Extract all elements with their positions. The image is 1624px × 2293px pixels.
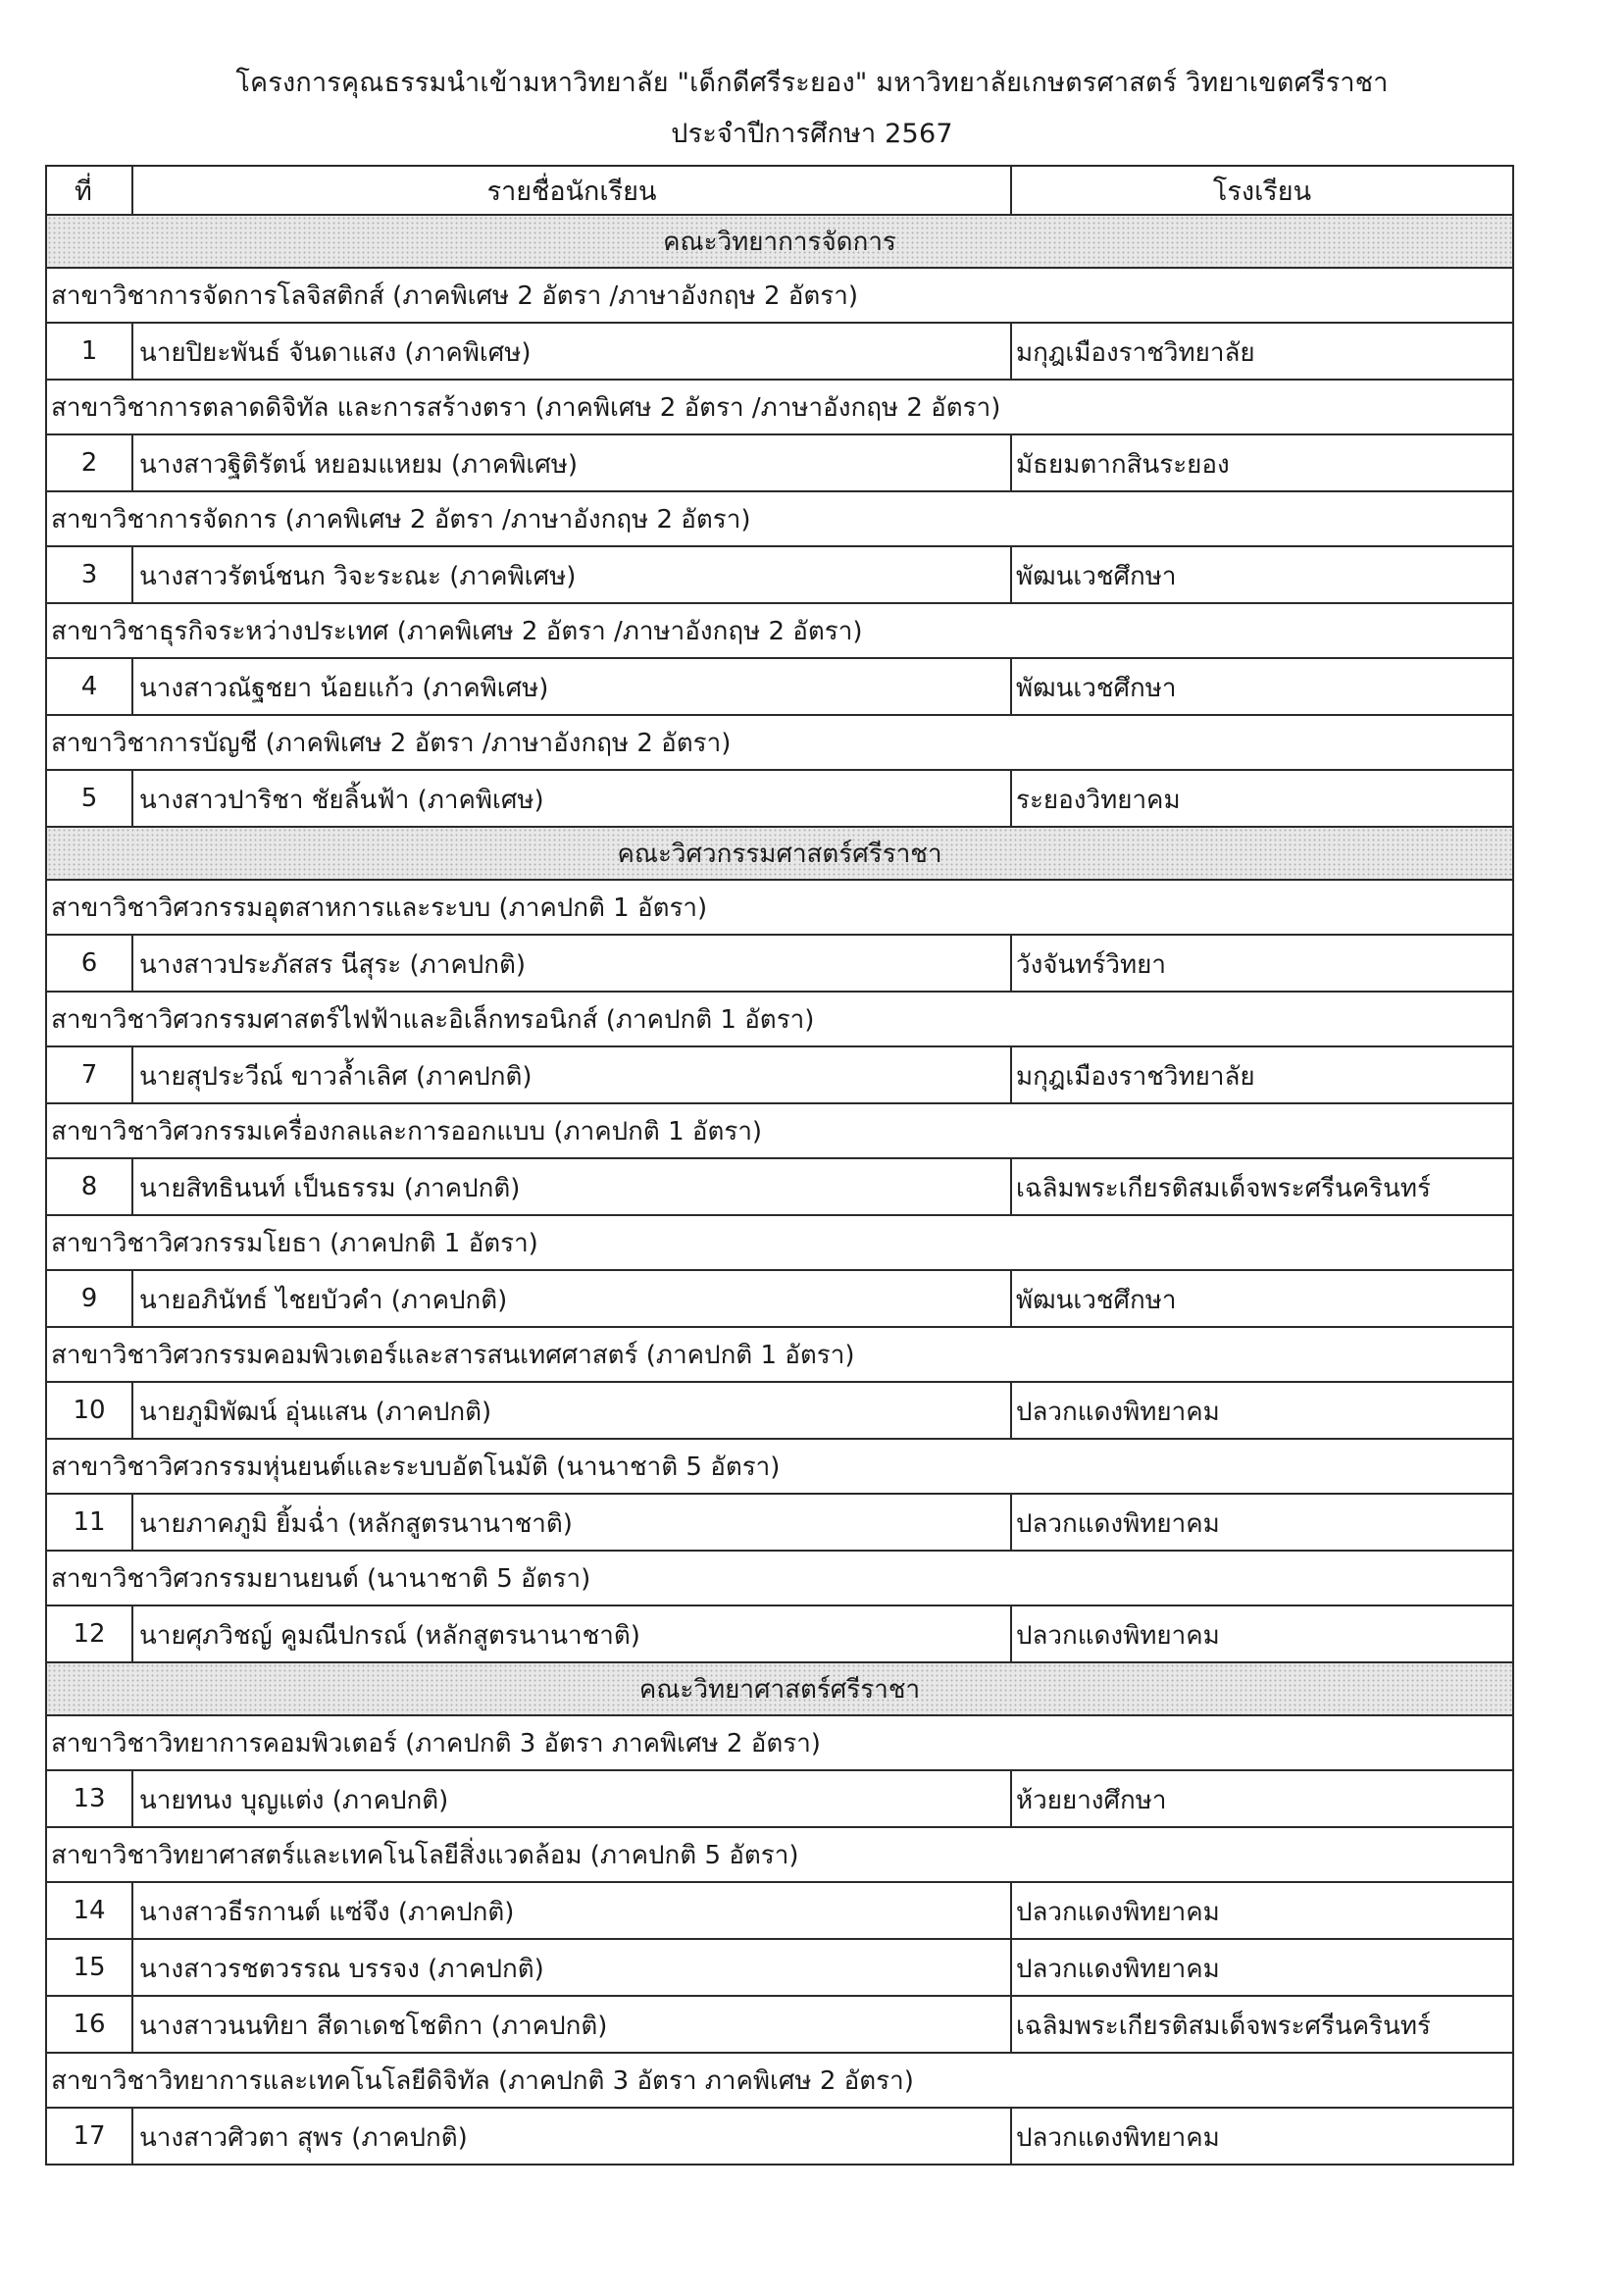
- student-number: 11: [46, 1494, 132, 1551]
- faculty-name: คณะวิศวกรรมศาสตร์ศรีราชา: [46, 827, 1513, 880]
- major-row: [46, 380, 1513, 434]
- student-name: นางสาวศิวตา สุพร (ภาคปกติ): [132, 2108, 1011, 2165]
- major-row: [46, 1103, 1513, 1158]
- student-row: [46, 1605, 1513, 1662]
- major-name: สาขาวิชาวิศวกรรมยานยนต์ (นานาชาติ 5 อัตรา): [46, 1551, 1513, 1605]
- major-row: [46, 1551, 1513, 1605]
- major-row: [46, 1215, 1513, 1270]
- student-row: [46, 1158, 1513, 1215]
- student-row: [46, 1494, 1513, 1551]
- header-student-name: รายชื่อนักเรียน: [132, 166, 1011, 215]
- student-name: นางสาวปาริชา ชัยลิ้นฟ้า (ภาคพิเศษ): [132, 770, 1011, 827]
- student-number: 10: [46, 1382, 132, 1439]
- student-name: นางสาวประภัสสร นีสุระ (ภาคปกติ): [132, 935, 1011, 992]
- student-school: พัฒนเวชศึกษา: [1011, 546, 1513, 603]
- student-row: [46, 1046, 1513, 1103]
- student-row: [46, 1996, 1513, 2053]
- student-name: นางสาวธีรกานต์ แซ่จึง (ภาคปกติ): [132, 1882, 1011, 1939]
- student-row: [46, 1939, 1513, 1996]
- student-name: นายศุภวิชญ์ คูมณีปกรณ์ (หลักสูตรนานาชาติ): [132, 1605, 1011, 1662]
- faculty-row: [46, 215, 1513, 268]
- major-name: สาขาวิชาวิทยาศาสตร์และเทคโนโลยีสิ่งแวดล้อม (ภาคปกติ 5 อัตรา): [46, 1827, 1513, 1882]
- student-row: [46, 546, 1513, 603]
- major-row: [46, 880, 1513, 935]
- header-no: ที่: [46, 166, 132, 215]
- student-school: มกุฎเมืองราชวิทยาลัย: [1011, 1046, 1513, 1103]
- major-row: [46, 491, 1513, 546]
- student-school: ห้วยยางศึกษา: [1011, 1770, 1513, 1827]
- major-name: สาขาวิชาวิทยาการคอมพิวเตอร์ (ภาคปกติ 3 อัตรา ภาคพิเศษ 2 อัตรา): [46, 1715, 1513, 1770]
- major-name: สาขาวิชาวิศวกรรมเครื่องกลและการออกแบบ (ภาคปกติ 1 อัตรา): [46, 1103, 1513, 1158]
- student-roster-table: [45, 165, 1514, 2166]
- major-name: สาขาวิชาการจัดการโลจิสติกส์ (ภาคพิเศษ 2 อัตรา /ภาษาอังกฤษ 2 อัตรา): [46, 268, 1513, 323]
- academic-year-title: ประจำปีการศึกษา 2567: [671, 119, 953, 149]
- student-number: 2: [46, 434, 132, 491]
- student-number: 6: [46, 935, 132, 992]
- student-number: 16: [46, 1996, 132, 2053]
- table-body: [46, 215, 1513, 2165]
- major-name: สาขาวิชาวิศวกรรมหุ่นยนต์และระบบอัตโนมัติ (นานาชาติ 5 อัตรา): [46, 1439, 1513, 1494]
- student-name: นางสาวณัฐชยา น้อยแก้ว (ภาคพิเศษ): [132, 658, 1011, 715]
- major-row: [46, 1715, 1513, 1770]
- student-number: 15: [46, 1939, 132, 1996]
- major-name: สาขาวิชาวิศวกรรมศาสตร์ไฟฟ้าและอิเล็กทรอนิกส์ (ภาคปกติ 1 อัตรา): [46, 992, 1513, 1046]
- student-school: วังจันทร์วิทยา: [1011, 935, 1513, 992]
- faculty-row: [46, 827, 1513, 880]
- student-number: 7: [46, 1046, 132, 1103]
- student-school: ระยองวิทยาคม: [1011, 770, 1513, 827]
- student-school: พัฒนเวชศึกษา: [1011, 658, 1513, 715]
- faculty-name: คณะวิทยาศาสตร์ศรีราชา: [46, 1662, 1513, 1715]
- student-name: นายสิทธินนท์ เป็นธรรม (ภาคปกติ): [132, 1158, 1011, 1215]
- major-row: [46, 1827, 1513, 1882]
- student-school: พัฒนเวชศึกษา: [1011, 1270, 1513, 1327]
- student-name: นางสาวรชตวรรณ บรรจง (ภาคปกติ): [132, 1939, 1011, 1996]
- student-row: [46, 1270, 1513, 1327]
- major-row: [46, 715, 1513, 770]
- student-number: 4: [46, 658, 132, 715]
- student-number: 3: [46, 546, 132, 603]
- major-row: [46, 992, 1513, 1046]
- major-row: [46, 1327, 1513, 1382]
- student-row: [46, 770, 1513, 827]
- student-school: ปลวกแดงพิทยาคม: [1011, 1605, 1513, 1662]
- major-name: สาขาวิชาการตลาดดิจิทัล และการสร้างตรา (ภาคพิเศษ 2 อัตรา /ภาษาอังกฤษ 2 อัตรา): [46, 380, 1513, 434]
- student-name: นายภูมิพัฒน์ อุ่นแสน (ภาคปกติ): [132, 1382, 1011, 1439]
- student-number: 9: [46, 1270, 132, 1327]
- student-school: ปลวกแดงพิทยาคม: [1011, 1382, 1513, 1439]
- document-title: โครงการคุณธรรมนำเข้ามหาวิทยาลัย "เด็กดีศรีระยอง" มหาวิทยาลัยเกษตรศาสตร์ วิทยาเขตศรีราชา: [235, 68, 1389, 98]
- major-name: สาขาวิชาวิศวกรรมคอมพิวเตอร์และสารสนเทศศาสตร์ (ภาคปกติ 1 อัตรา): [46, 1327, 1513, 1382]
- table-header-row: [46, 166, 1513, 215]
- student-school: ปลวกแดงพิทยาคม: [1011, 1939, 1513, 1996]
- student-number: 12: [46, 1605, 132, 1662]
- major-row: [46, 1439, 1513, 1494]
- major-name: สาขาวิชาวิศวกรรมอุตสาหการและระบบ (ภาคปกติ 1 อัตรา): [46, 880, 1513, 935]
- major-row: [46, 603, 1513, 658]
- student-row: [46, 323, 1513, 380]
- student-name: นางสาวรัตน์ชนก วิจะระณะ (ภาคพิเศษ): [132, 546, 1011, 603]
- student-number: 14: [46, 1882, 132, 1939]
- major-name: สาขาวิชาธุรกิจระหว่างประเทศ (ภาคพิเศษ 2 อัตรา /ภาษาอังกฤษ 2 อัตรา): [46, 603, 1513, 658]
- student-name: นางสาวนนทิยา สีดาเดชโชติกา (ภาคปกติ): [132, 1996, 1011, 2053]
- major-row: [46, 268, 1513, 323]
- header-school: โรงเรียน: [1011, 166, 1513, 215]
- student-row: [46, 2108, 1513, 2165]
- student-name: นางสาวฐิติรัตน์ หยอมแหยม (ภาคพิเศษ): [132, 434, 1011, 491]
- student-name: นายภาคภูมิ ยิ้มฉ่ำ (หลักสูตรนานาชาติ): [132, 1494, 1011, 1551]
- student-row: [46, 658, 1513, 715]
- student-school: มัธยมตากสินระยอง: [1011, 434, 1513, 491]
- major-row: [46, 2053, 1513, 2108]
- student-number: 5: [46, 770, 132, 827]
- student-row: [46, 434, 1513, 491]
- major-name: สาขาวิชาการจัดการ (ภาคพิเศษ 2 อัตรา /ภาษาอังกฤษ 2 อัตรา): [46, 491, 1513, 546]
- major-name: สาขาวิชาการบัญชี (ภาคพิเศษ 2 อัตรา /ภาษาอังกฤษ 2 อัตรา): [46, 715, 1513, 770]
- student-school: เฉลิมพระเกียรติสมเด็จพระศรีนครินทร์: [1011, 1996, 1513, 2053]
- student-number: 1: [46, 323, 132, 380]
- student-school: มกุฎเมืองราชวิทยาลัย: [1011, 323, 1513, 380]
- student-school: ปลวกแดงพิทยาคม: [1011, 1494, 1513, 1551]
- student-school: ปลวกแดงพิทยาคม: [1011, 2108, 1513, 2165]
- student-row: [46, 1882, 1513, 1939]
- student-row: [46, 1382, 1513, 1439]
- student-name: นายปิยะพันธ์ จันดาแสง (ภาคพิเศษ): [132, 323, 1011, 380]
- major-name: สาขาวิชาวิทยาการและเทคโนโลยีดิจิทัล (ภาคปกติ 3 อัตรา ภาคพิเศษ 2 อัตรา): [46, 2053, 1513, 2108]
- student-name: นายสุประวีณ์ ขาวล้ำเลิศ (ภาคปกติ): [132, 1046, 1011, 1103]
- student-number: 17: [46, 2108, 132, 2165]
- student-number: 13: [46, 1770, 132, 1827]
- student-row: [46, 935, 1513, 992]
- student-name: นายอภินัทธ์ ไชยบัวคำ (ภาคปกติ): [132, 1270, 1011, 1327]
- student-school: ปลวกแดงพิทยาคม: [1011, 1882, 1513, 1939]
- student-name: นายทนง บุญแต่ง (ภาคปกติ): [132, 1770, 1011, 1827]
- student-school: เฉลิมพระเกียรติสมเด็จพระศรีนครินทร์: [1011, 1158, 1513, 1215]
- student-number: 8: [46, 1158, 132, 1215]
- faculty-row: [46, 1662, 1513, 1715]
- faculty-name: คณะวิทยาการจัดการ: [46, 215, 1513, 268]
- student-row: [46, 1770, 1513, 1827]
- major-name: สาขาวิชาวิศวกรรมโยธา (ภาคปกติ 1 อัตรา): [46, 1215, 1513, 1270]
